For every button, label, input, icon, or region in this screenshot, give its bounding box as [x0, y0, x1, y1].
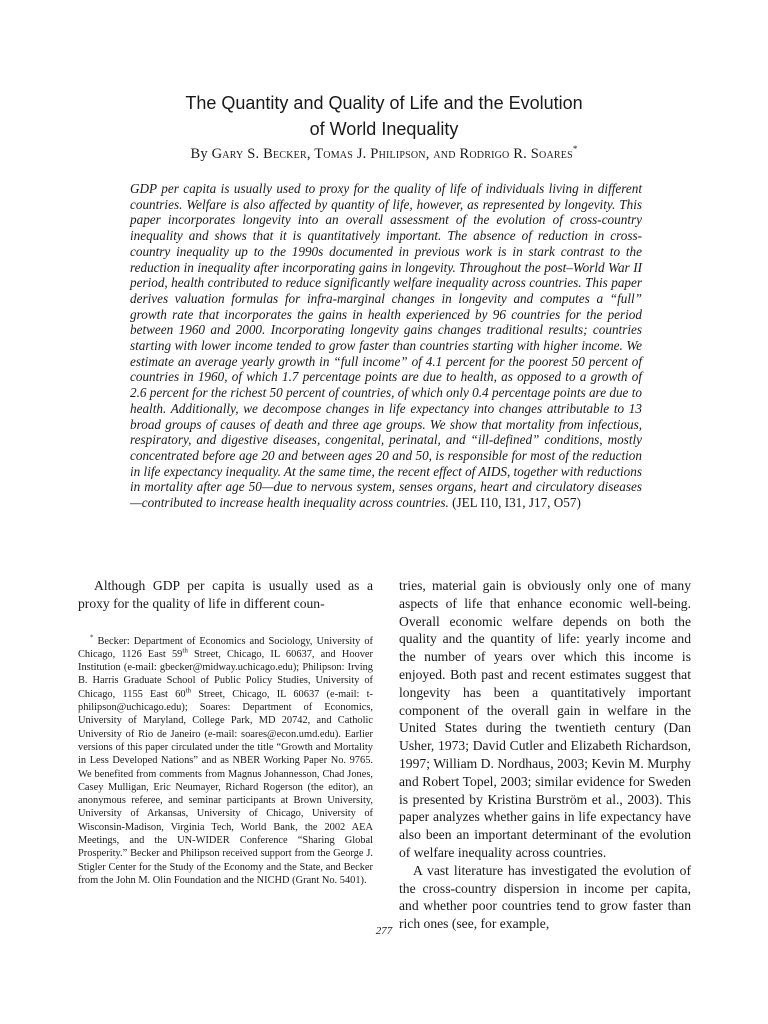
- abstract-text: GDP per capita is usually used to proxy for the quality of life of individuals living in different countries. Welfare is also affected by quantity of life, however, as represented by longevity. This paper incorporates longevity into an overall assessment of the evolution of cross-country inequality and shows that it is quantitatively important. The absence of reduction in cross-country inequality up to the 1990s documented in previous work is in stark contrast to the reduction in inequality after incorporating gains in longevity. Throughout the post–World War II period, health contributed to reduce significantly welfare inequality across countries. This paper derives valuation formulas for infra-marginal changes in longevity and computes a “full” growth rate that incorporates the gains in health experienced by 96 countries for the period between 1960 and 2000. Incorporating longevity gains changes traditional results; countries starting with lower income tended to grow faster than countries starting with higher income. We estimate an average yearly growth in “full income” of 4.1 percent for the poorest 50 percent of countries in 1960, of which 1.7 percentage points are due to health, as opposed to a growth of 2.6 percent for the richest 50 percent of countries, of which only 0.4 percentage points are due to health. Additionally, we decompose changes in life expectancy into changes attributable to 13 broad groups of causes of death and three age groups. We show that mortality from infectious, respiratory, and digestive diseases, congenital, perinatal, and “ill-defined” conditions, mostly concentrated before age 20 and between ages 20 and 50, is responsible for most of the reduction in life expectancy inequality. At the same time, the recent effect of AIDS, together with reductions in mortality after age 50—due to nervous system, senses organs, heart and circulatory diseases—contributed to increase health inequality across countries.: [130, 181, 642, 511]
- left-column: [78, 577, 373, 887]
- author-becker: Gary S. Becker: [211, 146, 307, 162]
- title-line-1: The Quantity and Quality of Life and the Evolution: [185, 93, 583, 113]
- author-byline: [0, 146, 768, 163]
- footnote-text-3: Street, Chicago, IL 60637 (e-mail: t-philipson@uchicago.edu); Soares: Department of Economics, University of Maryland, College Park, MD 20742, and Catholic University of Rio de Janeiro (e-mail: soares@econ.umd.edu). Earlier versions of this paper circulated under the title “Growth and Mortality in Less Developed Nations” and as NBER Working Paper No. 9765. We benefited from comments from Magnus Johannesson, Chad Jones, Casey Mulligan, Eric Neumayer, Richard Rogerson (the editor), an anonymous referee, and seminar participants at Brown University, University of Arkansas, University of Chicago, University of Wisconsin-Madison, Virginia Tech, World Bank, the 2002 AEA Meetings, and the UN-WIDER Conference “Sharing Global Prosperity.” Becker and Philipson received support from the George J. Stigler Center for the Study of the Economy and the State, and Becker from the John M. Olin Foundation and the NICHD (Grant No. 5401).: [78, 688, 374, 886]
- body-paragraph-right-1: tries, material gain is obviously only one of many aspects of life that enhance economic well-being. Overall economic welfare depends on both the quality and the quantity of life: yearly income and the number of years over which this income is enjoyed. Both past and recent estimates suggest that longevity has been a quantitatively important component of the overall gain in welfare in the United States during the twentieth century (Dan Usher, 1973; David Cutler and Elizabeth Richardson, 1997; William D. Nordhaus, 2003; Kevin M. Murphy and Robert Topel, 2003; similar evidence for Sweden is presented by Kristina Burström et al., 2003). This paper analyzes whether gains in life expectancy have also been an important determinant of the evolution of welfare inequality across countries.: [399, 578, 691, 860]
- footnote-mark: *: [90, 633, 94, 642]
- byline-prefix: By: [190, 146, 212, 162]
- author-soares: Rodrigo R. Soares: [459, 146, 573, 162]
- jel-codes: (JEL I10, I31, J17, O57): [452, 495, 581, 511]
- author-philipson: Tomas J. Philipson: [314, 146, 426, 162]
- footnote-sup-1: th: [182, 646, 188, 655]
- abstract: [130, 181, 642, 511]
- body-paragraph-right-2: A vast literature has investigated the evolution of the cross-country dispersion in income per capita, and whether poor countries tend to grow faster than rich ones (see, for example,: [399, 862, 691, 932]
- page-number: 277: [375, 925, 393, 937]
- body-paragraph-left: Although GDP per capita is usually used as a proxy for the quality of life in different coun-: [78, 578, 373, 611]
- footnote-text-1: Becker: Department of Economics and Sociology, University of Chicago, 1126 East 59: [78, 635, 373, 660]
- author-footnote: [78, 635, 373, 888]
- footnote-text-2: Street, Chicago, IL 60637, and Hoover Institution (e-mail: gbecker@midway.uchicago.edu); Philipson: Irving B. Harris Graduate School of Public Policy Studies, University of Chicago, 1155 East 60: [78, 648, 373, 700]
- title-line-2: of World Inequality: [309, 119, 459, 139]
- footnote-sup-2: th: [185, 686, 192, 695]
- author-footnote-mark: *: [572, 144, 578, 155]
- article-title: [0, 90, 768, 142]
- author-separator-2: , and: [425, 146, 460, 162]
- right-column: [399, 577, 691, 933]
- author-separator-1: ,: [306, 146, 315, 162]
